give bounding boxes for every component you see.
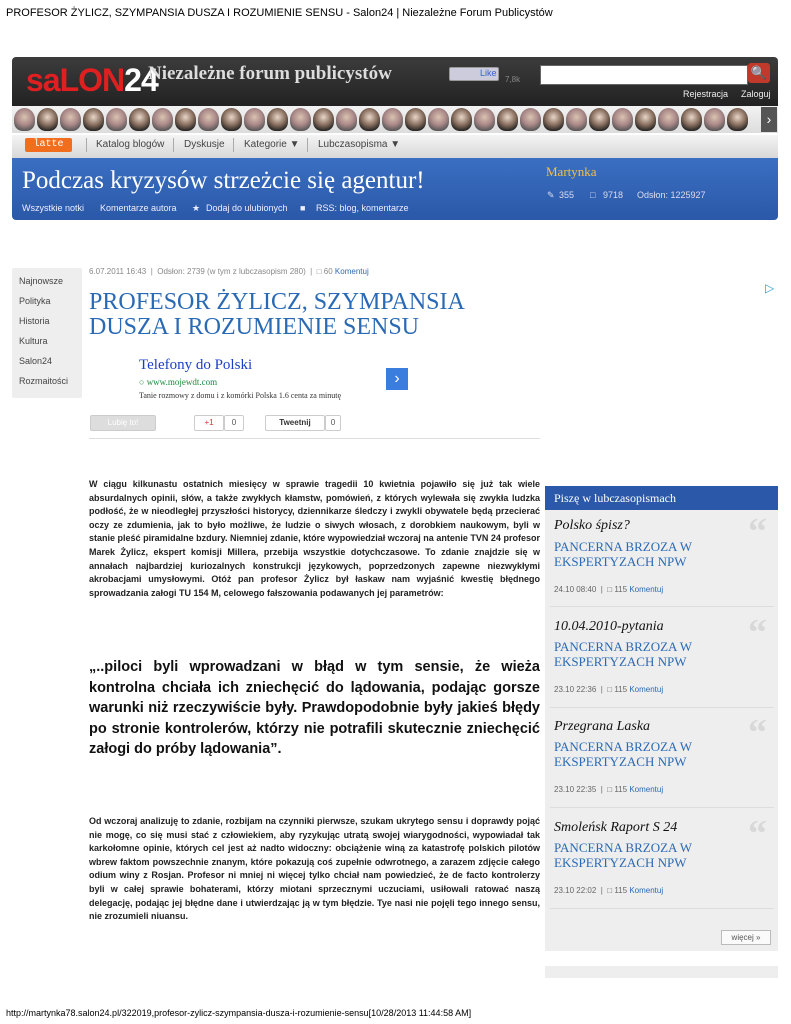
author-avatar[interactable]: [520, 108, 541, 131]
latte-button[interactable]: latte: [25, 138, 72, 152]
star-icon: ★: [192, 203, 201, 213]
author-avatar[interactable]: [451, 108, 472, 131]
register-link[interactable]: Rejestracja: [683, 89, 729, 99]
more-button[interactable]: więcej »: [721, 930, 771, 945]
comment-icon: □: [607, 685, 613, 694]
nav-item-categories[interactable]: Kategorie ▼: [244, 139, 300, 150]
panel-item-source[interactable]: PANCERNA BRZOZA W EKSPERTYZACH NPW: [554, 840, 692, 870]
author-avatar[interactable]: [497, 108, 518, 131]
author-avatar[interactable]: [543, 108, 564, 131]
add-favorites-link[interactable]: Dodaj do ulubionych: [206, 203, 288, 213]
author-avatar[interactable]: [704, 108, 725, 131]
article-paragraph-1: W ciągu kilkunastu ostatnich miesięcy w sprawie tragedii 10 kwietnia pojawiło się już tak wiele absurdalnych opinii, słów, a także zwykłych kłamstw, pomówień, z których wylewała się zwykła ludzka podłość, że w nieodległej przyszłości historycy, dziennikarze śledczy i zwykli obywatele będą przecierać oczy ze zdumienia, jak to było możliwe, że ludzie o siwych włosach, z dorobkiem naukowym, byli w stanie pleść piramidalne bzdury. Niemniej zdanie, które wypowiedział wczoraj na antenie TVN 24 profesor Marek Żylicz, ekspert komisji Millera, przebija wszystkie dotychczasowe. To zdanie znajdzie się w annałach najbardziej kuriozalnych konstrukcji językowych, poprzedzonych zapewne niezwykłymi akrobacjami umysłowymi. Otóż pan profesor Żylicz był łaskaw nam wyjaśnić kwestię błędnego sprowadzania załogi TU 154 M, celowego fałszowania podawanych jej parametrów:: [89, 479, 540, 598]
article-quote: „..piloci byli wprowadzani w błąd w tym sensie, że wieża kontrolna chciała ich zniechęcić do lądowania, podając gorsze warunki niż rzeczywiście były. Prawdopodobnie były jakieś błędy po stronie kontrolerów, którzy nie potrafili skutecznie zniechęcić załogi do próby lądowania”.: [89, 659, 540, 757]
chevron-right-icon[interactable]: ›: [761, 107, 777, 132]
blog-title[interactable]: Podczas kryzysów strzeżcie się agentur!: [22, 167, 425, 194]
author-avatar[interactable]: [382, 108, 403, 131]
comment-icon: □: [607, 886, 613, 895]
panel-placeholder: [545, 966, 778, 978]
article-paragraph-2: Od wczoraj analizuję to zdanie, rozbijam na czynniki pierwsze, szukam ukrytego sensu i doprawdy pojąć nie mogę, co się musi stać z człowiekiem, aby ryzykując utratą swojej wiarygodności, wypowiadał tak karkołomne opinie, których cel jest aż nadto widoczny: obciążenie winą za katastrofę polskich pilotów wbrew faktom powszechnie znanym, które pokazują coś zupełnie odwrotnego, a zarazem zdjęcie całego odium winy z Rosjan. Profesor ni mniej ni więcej tylko chciał nam powiedzieć, że de facto kontrolerzy byli w całej sprawie bohaterami, którzy miotani sprzecznymi uczuciami, usiłowali ratować naszą delegację, podając jej błędne dane i utwierdzając ją w tym błędzie. Tye nasi nie pojęli tego innego sensu, nie zrozumieli niuansu.: [89, 816, 540, 922]
article-views: Odsłon: 2739 (w tym z lubczasopism 280): [157, 267, 306, 276]
ad-arrow-button[interactable]: ›: [386, 368, 408, 390]
article-meta: 6.07.2011 16:43 | Odsłon: 2739 (w tym z lubczasopism 280) | □ 60 Komentuj: [89, 267, 369, 276]
article-title: PROFESOR ŻYLICZ, SZYMPANSIA DUSZA I ROZUMIENIE SENSU: [89, 289, 464, 340]
sidebar-item-kultura[interactable]: Kultura: [19, 336, 48, 346]
author-avatar[interactable]: [106, 108, 127, 131]
author-avatar[interactable]: [359, 108, 380, 131]
author-avatar[interactable]: [175, 108, 196, 131]
panel-item-meta: 23.10 22:36 | □ 115 Komentuj: [554, 685, 664, 694]
author-avatar[interactable]: [428, 108, 449, 131]
rss-icon: ■: [300, 203, 306, 213]
author-avatar[interactable]: [681, 108, 702, 131]
tweet-button[interactable]: Tweetnij: [265, 415, 325, 431]
author-avatar[interactable]: [198, 108, 219, 131]
author-avatar[interactable]: [37, 108, 58, 131]
nav-item-discussions[interactable]: Dyskusje: [184, 139, 225, 150]
author-avatar[interactable]: [60, 108, 81, 131]
author-avatar[interactable]: [14, 108, 35, 131]
search-input[interactable]: [540, 65, 748, 85]
login-link[interactable]: Zaloguj: [741, 89, 771, 99]
all-posts-link[interactable]: Wszystkie notki: [22, 203, 85, 213]
author-avatar[interactable]: [152, 108, 173, 131]
author-avatar[interactable]: [405, 108, 426, 131]
search-icon[interactable]: 🔍: [748, 63, 770, 83]
ad-url[interactable]: ○ www.mojewdt.com: [139, 377, 218, 387]
article-comment-count: 60: [323, 267, 333, 276]
author-avatar[interactable]: [635, 108, 656, 131]
nav-item-lubczasopisma[interactable]: Lubczasopisma ▼: [318, 139, 401, 150]
panel-divider: [550, 807, 774, 808]
sidebar-item-historia[interactable]: Historia: [19, 316, 50, 326]
panel-item-source[interactable]: PANCERNA BRZOZA W EKSPERTYZACH NPW: [554, 639, 692, 669]
panel-divider: [550, 707, 774, 708]
comment-icon: □: [607, 785, 613, 794]
views-count: Odsłon: 1225927: [637, 190, 706, 200]
author-avatar[interactable]: [658, 108, 679, 131]
rss-link[interactable]: RSS: blog, komentarze: [316, 203, 409, 213]
panel-divider: [550, 908, 774, 909]
author-avatar[interactable]: [336, 108, 357, 131]
panel-item-meta: 23.10 22:35 | □ 115 Komentuj: [554, 785, 664, 794]
author-comments-link[interactable]: Komentarze autora: [100, 203, 177, 213]
nav-divider: [86, 138, 87, 152]
panel-item-title[interactable]: 10.04.2010-pytania: [554, 619, 664, 634]
tweet-count: 0: [325, 415, 341, 431]
author-avatar[interactable]: [221, 108, 242, 131]
quote-icon: “: [748, 511, 767, 553]
globe-icon: ○: [139, 377, 145, 387]
author-avatar[interactable]: [290, 108, 311, 131]
author-avatar[interactable]: [313, 108, 334, 131]
author-avatar[interactable]: [566, 108, 587, 131]
comments-count: 9718: [603, 190, 624, 200]
sidebar-item-najnowsze[interactable]: Najnowsze: [19, 276, 64, 286]
gplus-count: 0: [224, 415, 244, 431]
author-avatar[interactable]: [129, 108, 150, 131]
authors-strip: [12, 106, 778, 133]
comment-icon: □: [607, 585, 613, 594]
nav-divider: [173, 138, 174, 152]
panel-item-title[interactable]: Przegrana Laska: [554, 719, 651, 734]
quote-icon: “: [748, 813, 767, 855]
nav-item-catalog[interactable]: Katalog blogów: [96, 139, 165, 150]
author-avatar[interactable]: [474, 108, 495, 131]
author-avatar[interactable]: [83, 108, 104, 131]
footer-url: http://martynka78.salon24.pl/322019,profesor-zylicz-szympansia-dusza-i-rozumienie-sensu[10/28/2013 11:44:58 AM]: [6, 1008, 472, 1018]
adchoices-icon[interactable]: ▷: [765, 281, 775, 295]
panel-item-source[interactable]: PANCERNA BRZOZA W EKSPERTYZACH NPW: [554, 739, 692, 769]
author-avatar[interactable]: [612, 108, 633, 131]
gplus-button[interactable]: +1: [194, 415, 224, 431]
sidebar-item-salon24[interactable]: Salon24: [19, 356, 53, 366]
blog-author[interactable]: Martynka: [546, 164, 597, 179]
comment-icon: □: [316, 267, 322, 276]
fb-like-button[interactable]: Lubię to!: [90, 415, 156, 431]
panel-heading: Piszę w lubczasopismach: [545, 486, 778, 510]
posts-count: 355: [559, 190, 575, 200]
sidebar-item-rozmaitosci[interactable]: Rozmaitości: [19, 376, 69, 386]
panel-item-meta: 24.10 08:40 | □ 115 Komentuj: [554, 585, 664, 594]
site-tagline: Niezależne forum publicystów: [148, 63, 392, 84]
browser-page-title: PROFESOR ŻYLICZ, SZYMPANSIA DUSZA I ROZUMIENIE SENSU - Salon24 | Niezależne Forum Publicystów: [6, 7, 553, 19]
author-avatar[interactable]: [244, 108, 265, 131]
panel-item-meta: 23.10 22:02 | □ 115 Komentuj: [554, 886, 664, 895]
nav-divider: [233, 138, 234, 152]
quote-icon: “: [748, 712, 767, 754]
author-avatar[interactable]: [267, 108, 288, 131]
panel-item-source[interactable]: PANCERNA BRZOZA W EKSPERTYZACH NPW: [554, 539, 692, 569]
pencil-icon: ✎: [547, 190, 555, 200]
comment-icon: □: [590, 190, 596, 200]
ad-description: Tanie rozmowy z domu i z komórki Polska 1.6 centa za minutę: [139, 391, 342, 400]
author-avatar[interactable]: [589, 108, 610, 131]
nav-divider: [307, 138, 308, 152]
author-avatar[interactable]: [727, 108, 748, 131]
article-date: 6.07.2011 16:43: [89, 267, 147, 276]
sidebar-item-polityka[interactable]: Polityka: [19, 296, 51, 306]
panel-item-title[interactable]: Smoleńsk Raport S 24: [554, 820, 678, 835]
category-sidebar: [12, 268, 82, 398]
header-like-button[interactable]: Like: [449, 67, 499, 81]
panel-item-title[interactable]: Polsko śpisz?: [554, 518, 630, 533]
divider: [89, 438, 540, 439]
panel-divider: [550, 606, 774, 607]
ad-title[interactable]: Telefony do Polski: [139, 357, 253, 373]
header-like-count: 7,8k: [505, 75, 521, 84]
comment-link[interactable]: Komentuj: [334, 267, 369, 276]
salon24-logo[interactable]: saLON24: [26, 62, 158, 98]
quote-icon: “: [748, 612, 767, 654]
